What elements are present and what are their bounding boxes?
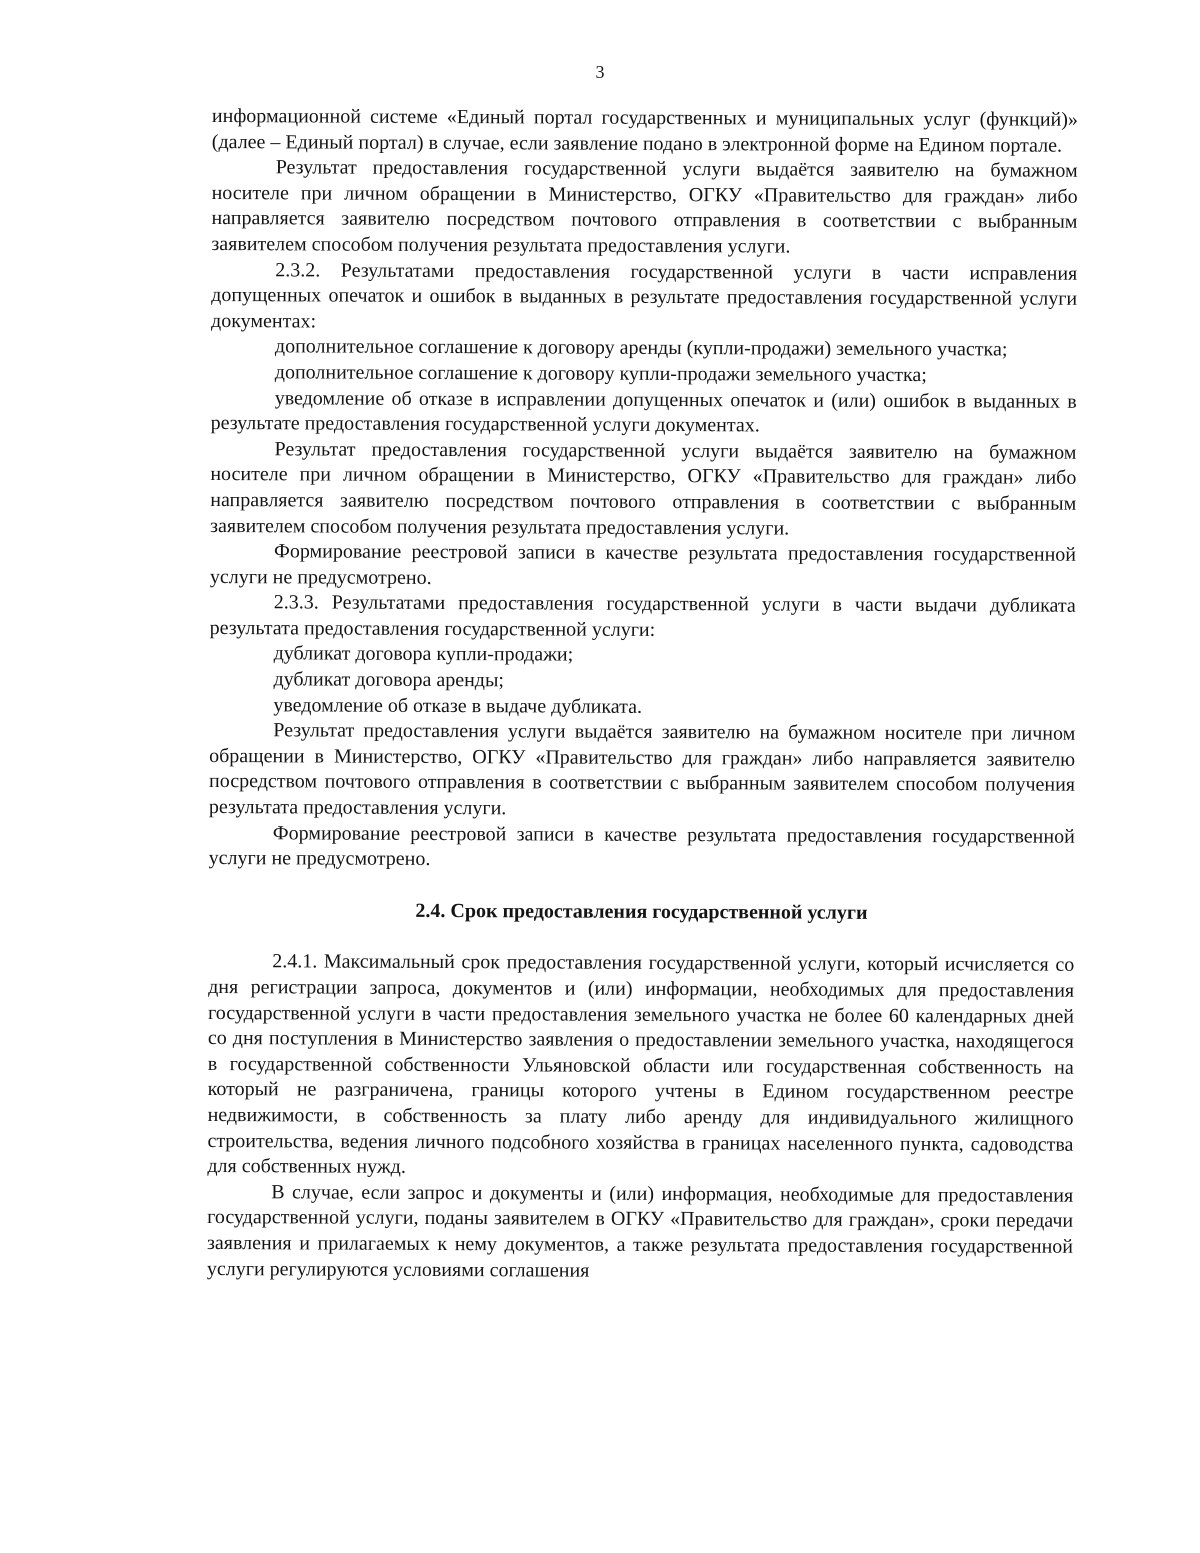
paragraph: Формирование реестровой записи в качестве результата предоставления государственной услуги не предусмотрено. — [208, 821, 1075, 871]
list-item: дубликат договора аренды; — [273, 668, 505, 692]
paragraph: Результат предоставления государственной услуги выдаётся заявителю на бумажном носителе при личном обращении в Министерство, ОГКУ «Правительство для граждан» либо направляется заявителю посредством почтового отправления в соответствии с выбранным заявителем способом получения результата предоставления услуги. — [210, 437, 1077, 540]
list-item: дополнительное соглашение к договору аренды (купли-продажи) земельного участка; — [274, 335, 1008, 361]
paragraph: В случае, если запрос и документы и (или) информация, необходимые для предоставления государственной услуги, поданы заявителем в ОГКУ «Правительство для граждан», сроки передачи заявления и прилагаемых к нему документов, а также результата предоставления государственной услуги регулируются условиями соглашения — [206, 1181, 1074, 1282]
list-item: уведомление об отказе в исправлении допущенных опечаток и (или) ошибок в выданных в результате предоставления государственной услуги документах. — [210, 386, 1077, 437]
page-number: 3 — [595, 62, 605, 82]
document-body — [207, 104, 1078, 1286]
paragraph: 2.3.3. Результатами предоставления государственной услуги в части выдачи дубликата результата предоставления государственной услуги: — [209, 591, 1076, 641]
list-item: дополнительное соглашение к договору купли-продажи земельного участка; — [274, 361, 927, 387]
paragraph: информационной системе «Единый портал государственных и муниципальных услуг (функций)» (далее – Единый портал) в случае, если заявление подано в электронной форме на Едином портале. — [211, 104, 1078, 157]
paragraph: 2.3.2. Результатами предоставления государственной услуги в части исправления допущенных опечаток и ошибок в выданных в результате предоставления государственной услуги документах: — [211, 258, 1078, 333]
list-item: уведомление об отказе в выдаче дубликата. — [273, 693, 643, 718]
section-heading: 2.4. Срок предоставления государственной услуги — [415, 899, 868, 924]
paragraph: 2.4.1. Максимальный срок предоставления государственной услуги, который исчисляется со дня регистрации запроса, документов и (или) информации, необходимых для предоставления государственной услуги в части предоставления земельного участка не более 60 календарных дней со дня поступления в Министерство заявления о предоставлении земельного участка, находящегося в государственной собственности Ульяновской области или государственная собственность на который не разграничена, границы которого учтены в Едином государственном реестре недвижимости, в собственность за плату либо аренду для индивидуального жилищного строительства, ведения личного подсобного хозяйства в границах населенного пункта, садоводства для собственных нужд. — [207, 950, 1075, 1179]
list-item: дубликат договора купли-продажи; — [273, 642, 574, 667]
paragraph: Формирование реестровой записи в качестве результата предоставления государственной услуги не предусмотрено. — [209, 540, 1077, 589]
paragraph: Результат предоставления государственной услуги выдаётся заявителю на бумажном носителе при личном обращении в Министерство, ОГКУ «Правительство для граждан» либо направляется заявителю посредством почтового отправления в соответствии с выбранным заявителем способом получения результата предоставления услуги. — [211, 156, 1078, 258]
paragraph: Результат предоставления услуги выдаётся заявителю на бумажном носителе при личном обращении в Министерство, ОГКУ «Правительство для граждан» либо направляется заявителю посредством почтового отправления в соответствии с выбранным заявителем способом получения результата предоставления услуги. — [208, 719, 1076, 820]
